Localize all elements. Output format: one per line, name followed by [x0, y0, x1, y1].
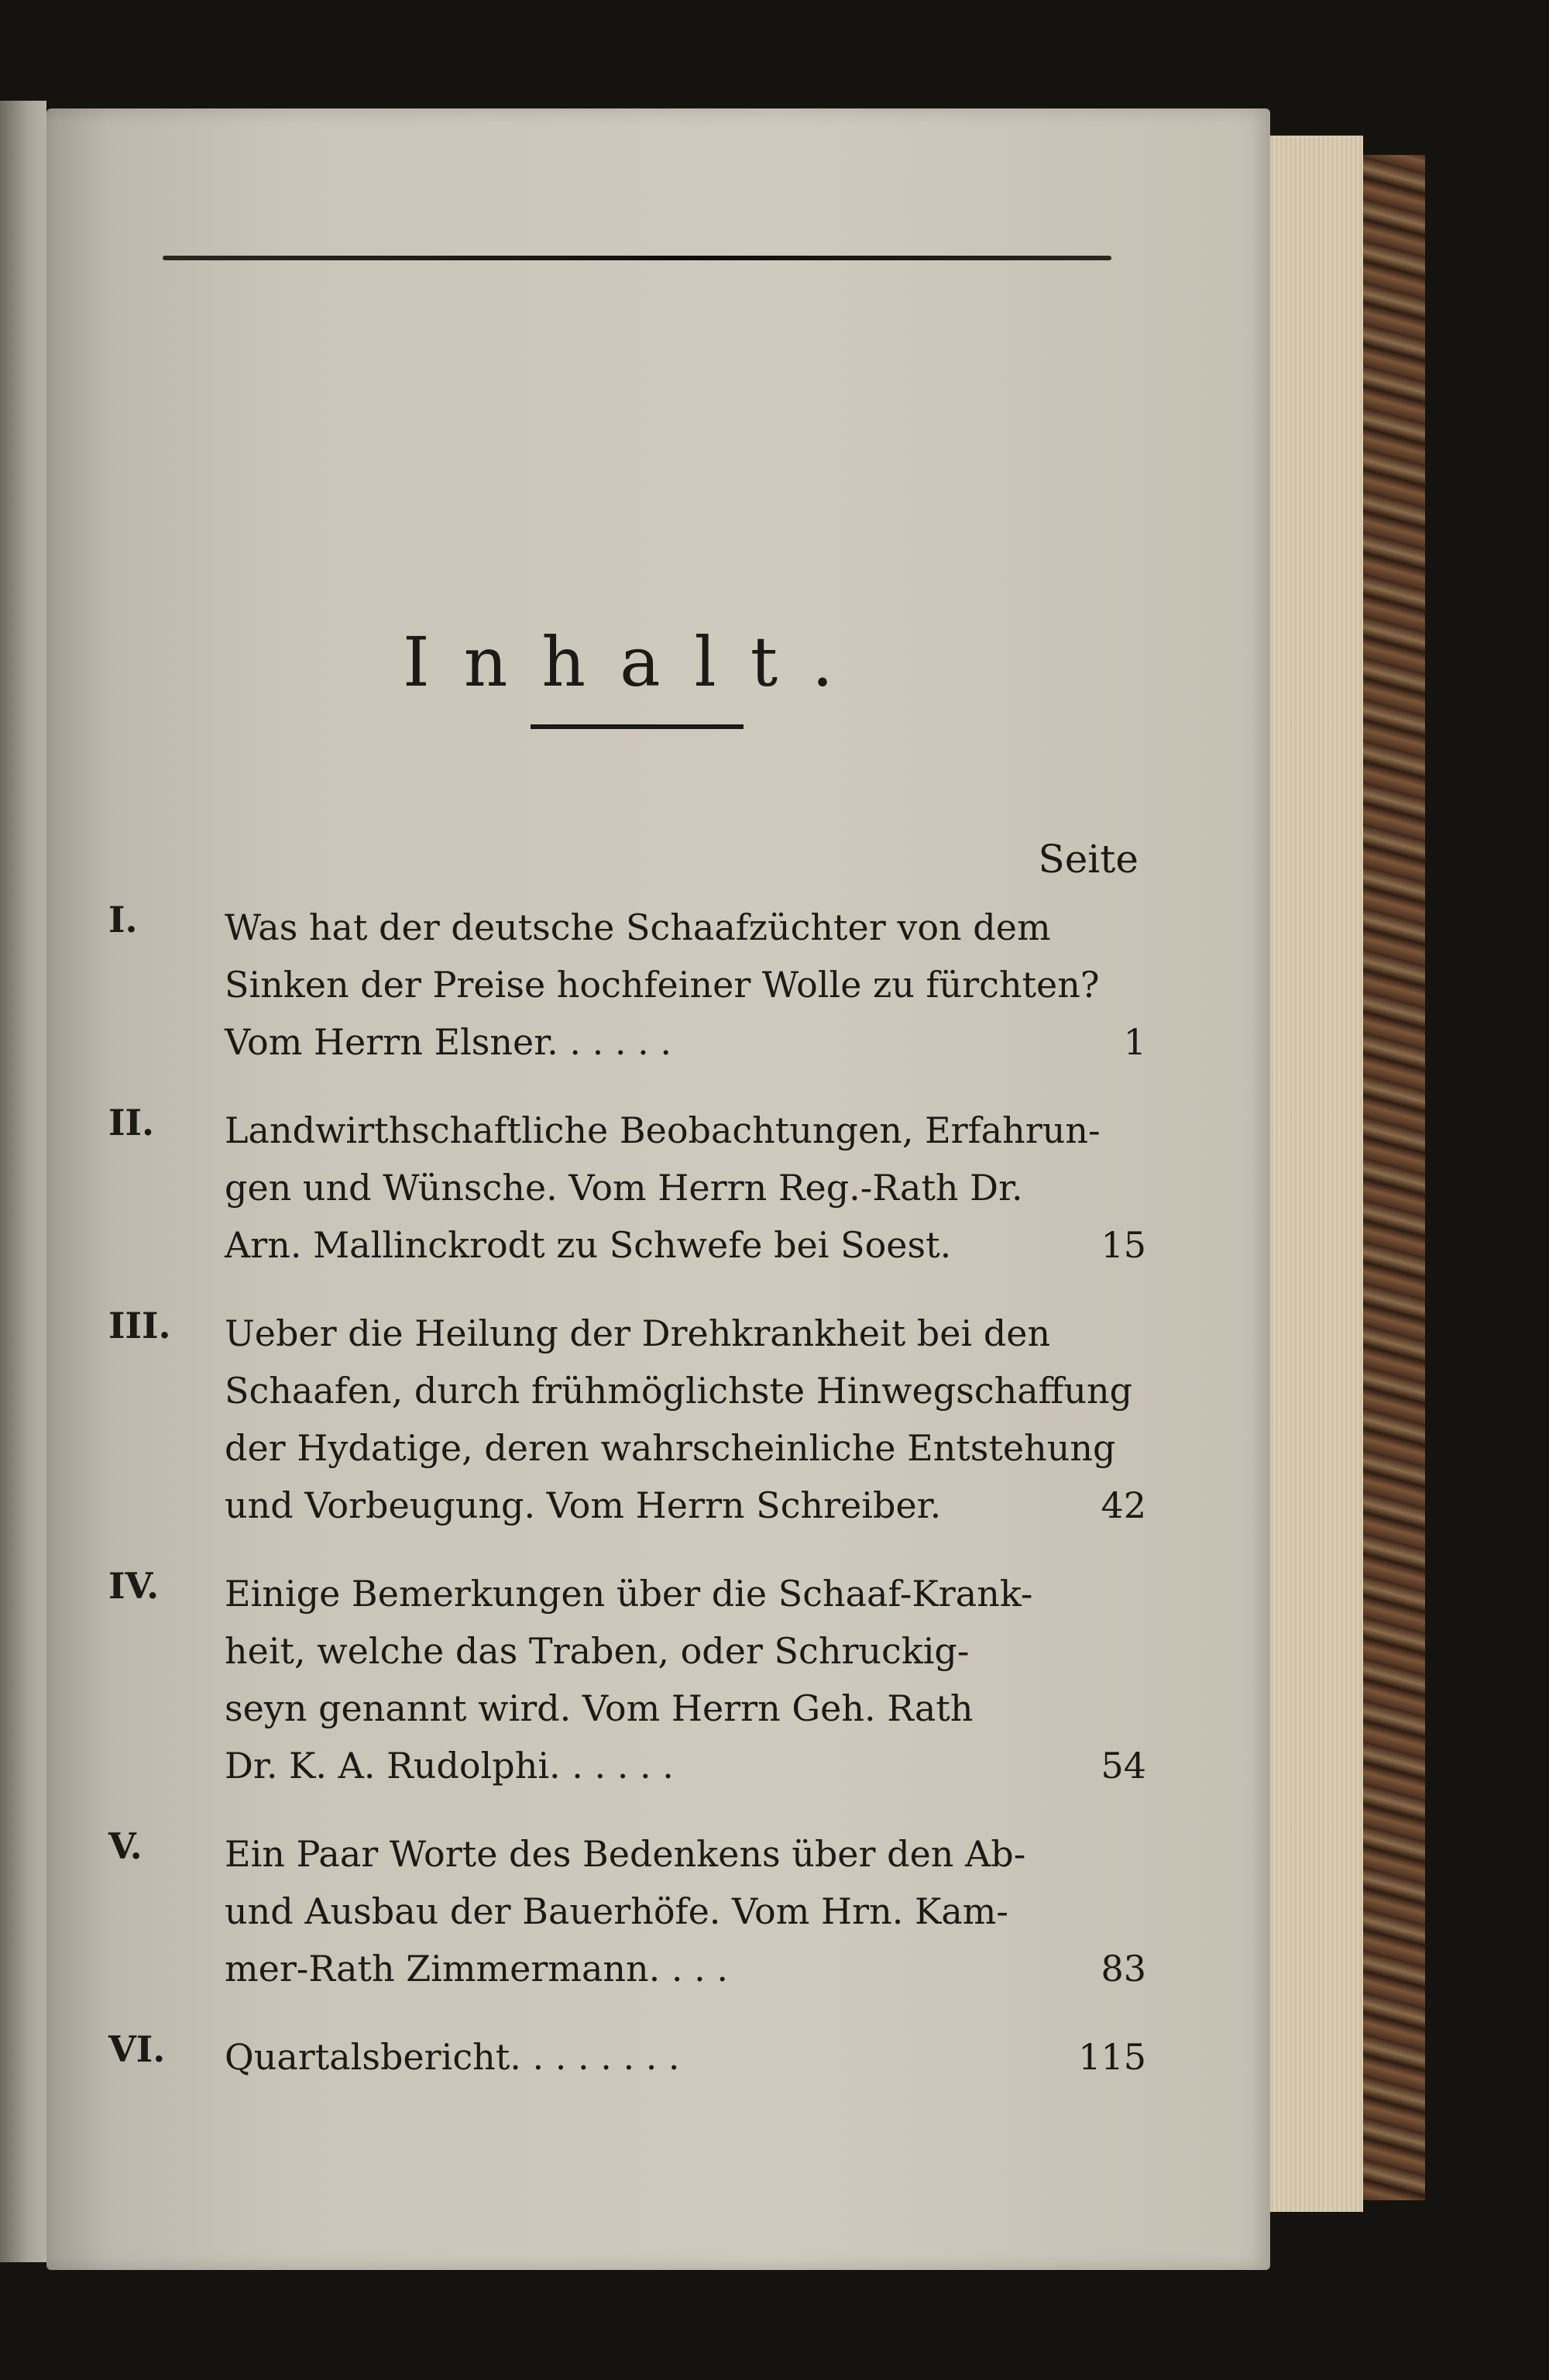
- entry-number: I.: [108, 899, 138, 941]
- toc-entry: [108, 1305, 1146, 1534]
- entry-line: Vom Herrn Elsner. . . . . .: [225, 1021, 672, 1063]
- entry-line: seyn genannt wird. Vom Herrn Geh. Rath: [225, 1687, 974, 1729]
- toc-entry: [108, 899, 1146, 1071]
- page-column-header: Seite: [1038, 837, 1139, 882]
- entry-line: Was hat der deutsche Schaafzüchter von dem: [225, 906, 1051, 948]
- entry-line: Ein Paar Worte des Bedenkens über den Ab-: [225, 1833, 1026, 1875]
- entry-page-number: 115: [1078, 2036, 1146, 2078]
- entry-line: gen und Wünsche. Vom Herrn Reg.-Rath Dr.: [225, 1167, 1023, 1209]
- page-title: Inhalt.: [402, 622, 868, 702]
- entry-page-number: 1: [1123, 1021, 1146, 1063]
- entry-line: und Vorbeugung. Vom Herrn Schreiber.: [225, 1484, 942, 1526]
- entry-line: Sinken der Preise hochfeiner Wolle zu fürchten?: [225, 964, 1100, 1006]
- entry-page-number: 42: [1101, 1484, 1146, 1526]
- entry-line: Dr. K. A. Rudolphi. . . . . .: [225, 1745, 674, 1787]
- entry-line: mer-Rath Zimmermann. . . .: [225, 1948, 728, 1990]
- table-of-contents: [108, 899, 1146, 2117]
- entry-number: V.: [108, 1825, 143, 1867]
- entry-page-number: 15: [1101, 1224, 1146, 1266]
- entry-line: Einige Bemerkungen über die Schaaf-Krank-: [225, 1573, 1033, 1615]
- entry-line: Ueber die Heilung der Drehkrankheit bei den: [225, 1312, 1051, 1354]
- entry-line: Landwirthschaftliche Beobachtungen, Erfahrun-: [225, 1109, 1101, 1151]
- entry-number: III.: [108, 1305, 171, 1346]
- toc-entry: [108, 1565, 1146, 1794]
- marbled-cover-edge: [1363, 155, 1425, 2200]
- entry-page-number: 83: [1101, 1948, 1146, 1990]
- entry-number: VI.: [108, 2028, 166, 2070]
- header-rule: [163, 256, 1111, 260]
- book-page-edges: [1270, 136, 1363, 2212]
- entry-line: Quartalsbericht. . . . . . . .: [225, 2036, 680, 2078]
- title-rule: [531, 724, 744, 729]
- entry-number: II.: [108, 1102, 155, 1144]
- toc-entry: [108, 2028, 1146, 2086]
- entry-line: und Ausbau der Bauerhöfe. Vom Hrn. Kam-: [225, 1890, 1008, 1932]
- entry-line: der Hydatige, deren wahrscheinliche Entstehung: [225, 1427, 1116, 1469]
- facing-page-edge: [0, 101, 46, 2262]
- toc-entry: [108, 1825, 1146, 1997]
- entry-line: Schaafen, durch frühmöglichste Hinwegschaffung: [225, 1370, 1133, 1412]
- entry-line: heit, welche das Traben, oder Schruckig-: [225, 1630, 970, 1672]
- entry-page-number: 54: [1101, 1745, 1146, 1787]
- entry-number: IV.: [108, 1565, 160, 1607]
- entry-line: Arn. Mallinckrodt zu Schwefe bei Soest.: [225, 1224, 952, 1266]
- toc-entry: [108, 1102, 1146, 1274]
